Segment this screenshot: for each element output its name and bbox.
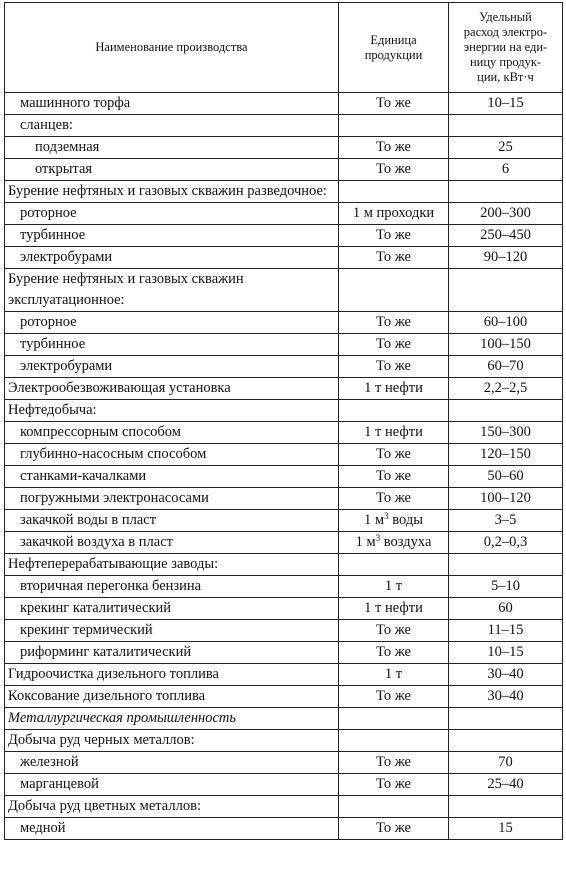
table-body [5, 93, 563, 840]
cell-consumption-value: 150–300 [449, 422, 563, 444]
cell-production-name: Бурение нефтяных и газовых скважин эксплуатационное: [5, 269, 339, 312]
cell-production-name: электробурами [5, 356, 339, 378]
cell-unit: То же [339, 466, 449, 488]
cell-consumption-value: 25 [449, 137, 563, 159]
cell-production-name: риформинг каталитический [5, 642, 339, 664]
table-row [5, 576, 563, 598]
unit-text: 1 м [355, 534, 376, 550]
cell-unit: То же [339, 93, 449, 115]
cell-production-name: Гидроочистка дизельного топлива [5, 664, 339, 686]
cell-consumption-value: 0,2–0,3 [449, 532, 563, 554]
energy-consumption-table [4, 2, 563, 840]
cell-unit: То же [339, 752, 449, 774]
cell-production-name: крекинг термический [5, 620, 339, 642]
table-row [5, 708, 563, 730]
cell-production-name: марганцевой [5, 774, 339, 796]
table-row [5, 312, 563, 334]
cell-production-name: сланцев: [5, 115, 339, 137]
table-row [5, 181, 563, 203]
table-row [5, 598, 563, 620]
cell-consumption-value: 5–10 [449, 576, 563, 598]
unit-superscript: 3 [384, 511, 389, 521]
table-row [5, 488, 563, 510]
cell-unit: То же [339, 334, 449, 356]
table-row [5, 796, 563, 818]
table-header-row [5, 3, 563, 93]
cell-production-name: электробурами [5, 247, 339, 269]
table-row [5, 620, 563, 642]
cell-unit: 1 м проходки [339, 203, 449, 225]
table-row [5, 664, 563, 686]
cell-unit: То же [339, 159, 449, 181]
cell-unit [339, 532, 449, 554]
cell-unit: 1 т нефти [339, 598, 449, 620]
cell-consumption-value [449, 181, 563, 203]
cell-consumption-value: 50–60 [449, 466, 563, 488]
unit-text: 1 м [364, 512, 385, 528]
header-specific-consumption [449, 3, 563, 93]
cell-consumption-value: 60–70 [449, 356, 563, 378]
table-row [5, 466, 563, 488]
table-row [5, 247, 563, 269]
table-row [5, 93, 563, 115]
cell-unit: 1 т [339, 576, 449, 598]
cell-consumption-value: 120–150 [449, 444, 563, 466]
cell-consumption-value: 90–120 [449, 247, 563, 269]
cell-consumption-value [449, 730, 563, 752]
cell-consumption-value: 100–150 [449, 334, 563, 356]
cell-production-name: роторное [5, 203, 339, 225]
cell-consumption-value: 25–40 [449, 774, 563, 796]
cell-unit: То же [339, 774, 449, 796]
cell-consumption-value: 15 [449, 818, 563, 840]
cell-production-name: глубинно-насосным способом [5, 444, 339, 466]
table-row [5, 818, 563, 840]
header-unit: Единица продукции [339, 3, 449, 93]
table-row [5, 269, 563, 312]
table-row [5, 225, 563, 247]
cell-consumption-value [449, 400, 563, 422]
cell-consumption-value: 200–300 [449, 203, 563, 225]
cell-consumption-value: 10–15 [449, 642, 563, 664]
cell-production-name: Электрообезвоживающая установка [5, 378, 339, 400]
cell-unit: То же [339, 488, 449, 510]
cell-consumption-value: 2,2–2,5 [449, 378, 563, 400]
cell-consumption-value [449, 796, 563, 818]
cell-consumption-value [449, 554, 563, 576]
unit-text: воды [388, 512, 423, 528]
cell-unit [339, 796, 449, 818]
cell-consumption-value [449, 115, 563, 137]
cell-unit: То же [339, 225, 449, 247]
cell-consumption-value: 10–15 [449, 93, 563, 115]
cell-unit: То же [339, 312, 449, 334]
cell-consumption-value: 60–100 [449, 312, 563, 334]
cell-unit [339, 115, 449, 137]
cell-unit [339, 269, 449, 312]
cell-consumption-value: 100–120 [449, 488, 563, 510]
cell-unit [339, 708, 449, 730]
cell-production-name: медной [5, 818, 339, 840]
cell-unit [339, 181, 449, 203]
cell-unit [339, 730, 449, 752]
cell-consumption-value [449, 708, 563, 730]
cell-unit: То же [339, 444, 449, 466]
cell-unit [339, 400, 449, 422]
table-row [5, 203, 563, 225]
cell-consumption-value [449, 269, 563, 312]
cell-production-name: роторное [5, 312, 339, 334]
cell-production-name: вторичная перегонка бензина [5, 576, 339, 598]
cell-consumption-value: 250–450 [449, 225, 563, 247]
cell-production-name: Нефтеперерабатывающие заводы: [5, 554, 339, 576]
cell-unit: То же [339, 818, 449, 840]
cell-production-name: турбинное [5, 334, 339, 356]
cell-production-name: Добыча руд цветных металлов: [5, 796, 339, 818]
table-row [5, 137, 563, 159]
cell-production-name: погружными электронасосами [5, 488, 339, 510]
cell-production-name: компрессорным способом [5, 422, 339, 444]
cell-consumption-value: 6 [449, 159, 563, 181]
header-line: расход электро- [463, 25, 548, 39]
cell-unit: То же [339, 686, 449, 708]
table-row [5, 444, 563, 466]
header-line: ции, кВт·ч [477, 70, 534, 84]
cell-production-name: станками-качалками [5, 466, 339, 488]
cell-unit: То же [339, 642, 449, 664]
cell-consumption-value: 3–5 [449, 510, 563, 532]
table-row [5, 422, 563, 444]
cell-production-name: машинного торфа [5, 93, 339, 115]
cell-production-name: подземная [5, 137, 339, 159]
table-row [5, 730, 563, 752]
unit-superscript: 3 [375, 533, 381, 543]
cell-unit: 1 т нефти [339, 422, 449, 444]
table-row [5, 554, 563, 576]
cell-unit: То же [339, 356, 449, 378]
table-row [5, 400, 563, 422]
table-row [5, 356, 563, 378]
cell-consumption-value: 30–40 [449, 664, 563, 686]
table-row [5, 115, 563, 137]
table-row [5, 378, 563, 400]
cell-production-name: Нефтедобыча: [5, 400, 339, 422]
cell-production-name: турбинное [5, 225, 339, 247]
cell-unit: То же [339, 620, 449, 642]
cell-production-name: Коксование дизельного топлива [5, 686, 339, 708]
table-row [5, 774, 563, 796]
cell-production-name: закачкой воздуха в пласт [5, 532, 339, 554]
table-row [5, 752, 563, 774]
cell-consumption-value: 60 [449, 598, 563, 620]
cell-consumption-value: 70 [449, 752, 563, 774]
table-row [5, 686, 563, 708]
header-production-name: Наименование производства [5, 3, 339, 93]
table-row [5, 642, 563, 664]
cell-unit [339, 554, 449, 576]
cell-unit: 1 т нефти [339, 378, 449, 400]
header-line: энергии на еди- [463, 40, 548, 54]
cell-production-name: железной [5, 752, 339, 774]
header-line: ницу продук- [469, 55, 542, 69]
cell-production-name: закачкой воды в пласт [5, 510, 339, 532]
table-row [5, 334, 563, 356]
cell-unit [339, 510, 449, 532]
cell-consumption-value: 30–40 [449, 686, 563, 708]
cell-unit: То же [339, 247, 449, 269]
unit-text: воздуха [380, 534, 432, 550]
cell-production-name: крекинг каталитический [5, 598, 339, 620]
header-line: Удельный [479, 10, 532, 24]
table-row [5, 532, 563, 554]
cell-consumption-value: 11–15 [449, 620, 563, 642]
cell-production-name: Бурение нефтяных и газовых скважин разведочное: [5, 181, 339, 203]
cell-production-name: Добыча руд черных металлов: [5, 730, 339, 752]
cell-production-name: Металлургическая промышленность [5, 708, 339, 730]
cell-production-name: открытая [5, 159, 339, 181]
table-row [5, 159, 563, 181]
cell-unit: То же [339, 137, 449, 159]
cell-unit: 1 т [339, 664, 449, 686]
table-row [5, 510, 563, 532]
